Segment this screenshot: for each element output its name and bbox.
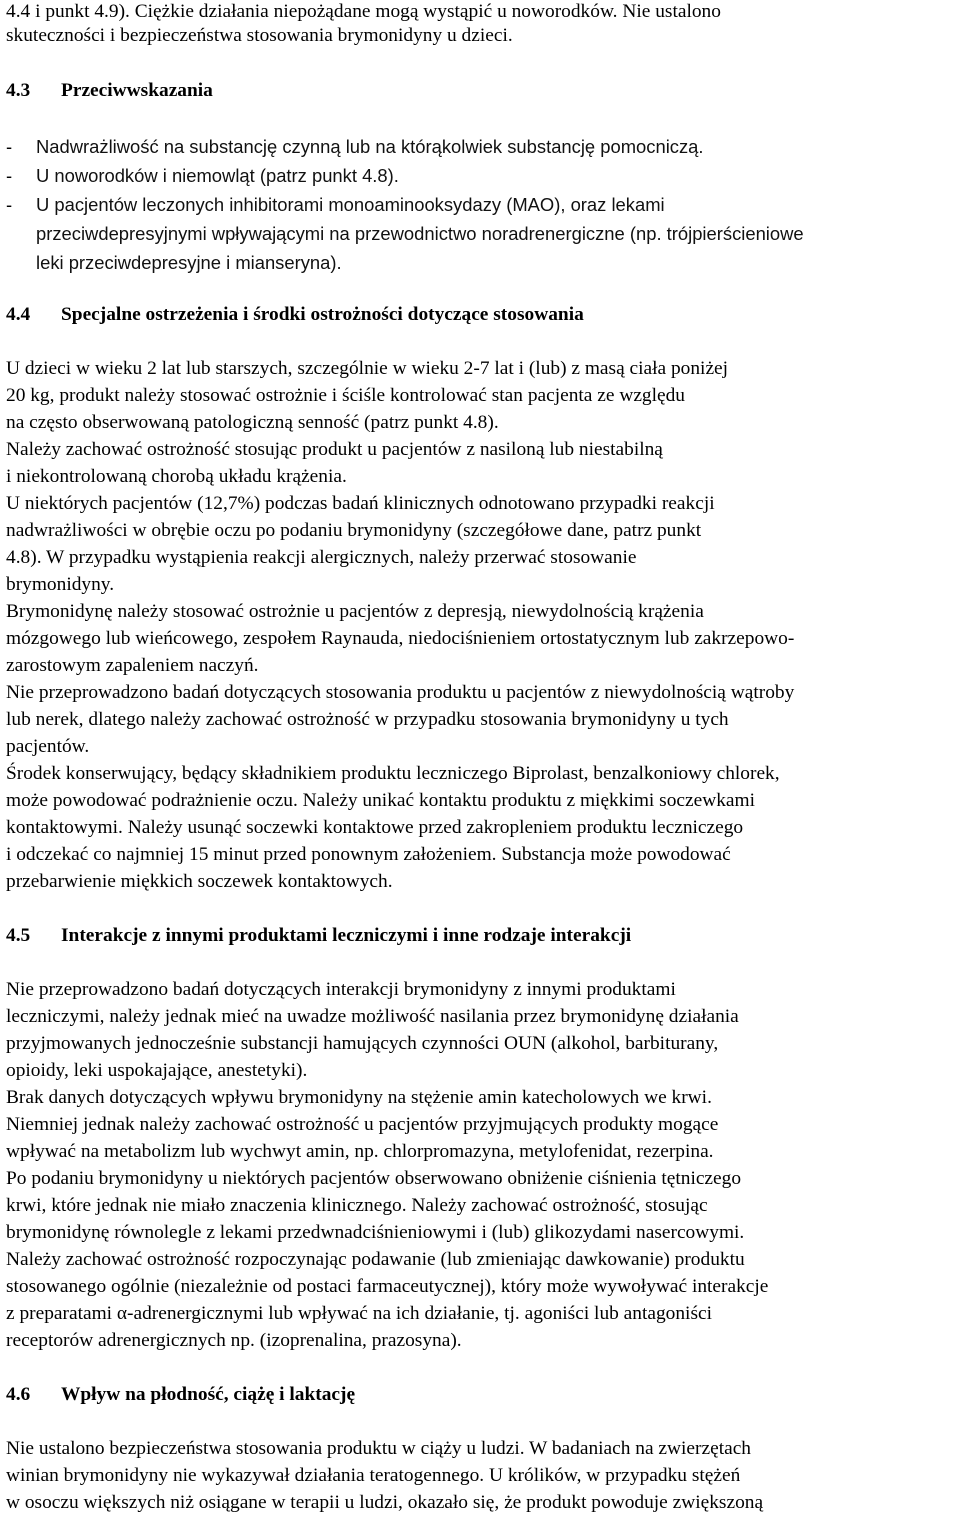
interaction-line: Należy zachować ostrożność rozpoczynając podawanie (lub zmieniając dawkowanie) produktu — [6, 1249, 745, 1270]
interaction-line: wpływać na metabolizm lub wychwyt amin, np. chlorpromazyna, metylofenidat, rezerpina. — [6, 1141, 714, 1162]
section-4-6-number: 4.6 — [6, 1384, 31, 1405]
interaction-line: leczniczymi, należy jednak mieć na uwadze możliwość nasilania przez brymonidynę działania — [6, 1006, 739, 1027]
bullet-3-symbol: - — [6, 194, 13, 215]
section-4-4-heading — [6, 303, 584, 327]
pregnancy-line: Nie ustalono bezpieczeństwa stosowania produktu w ciąży u ludzi. W badaniach na zwierzętach — [6, 1438, 752, 1459]
warning-line: nadwrażliwości w obrębie oczu po podaniu brymonidyny (szczegółowe dane, patrz punkt — [6, 520, 702, 541]
warning-line: 4.8). W przypadku wystąpienia reakcji alergicznych, należy przerwać stosowanie — [6, 547, 637, 568]
contraindication-3-line-3: leki przeciwdepresyjne i mianseryna). — [36, 252, 342, 273]
warning-line: Środek konserwujący, będący składnikiem produktu leczniczego Biprolast, benzalkoniowy chlorek, — [6, 763, 780, 784]
warning-line: Nie przeprowadzono badań dotyczących stosowania produktu u pacjentów z niewydolnością wątroby — [6, 682, 795, 703]
warning-line: może powodować podrażnienie oczu. Należy unikać kontaktu produktu z miękkimi soczewkami — [6, 790, 755, 811]
interaction-line: brymonidynę równolegle z lekami przedwnadciśnieniowymi i (lub) glikozydami nasercowymi. — [6, 1222, 745, 1243]
section-4-6-heading — [6, 1383, 355, 1407]
warning-line: Brymonidynę należy stosować ostrożnie u pacjentów z depresją, niewydolnością krążenia — [6, 601, 704, 622]
warning-line: lub nerek, dlatego należy zachować ostrożność w przypadku stosowania brymonidyny u tych — [6, 709, 729, 730]
interaction-line: Brak danych dotyczących wpływu brymonidyny na stężenie amin katecholowych we krwi. — [6, 1087, 712, 1108]
interaction-line: z preparatami α-adrenergicznymi lub wpływać na ich działanie, tj. agoniści lub antagoniści — [6, 1303, 712, 1324]
interaction-line: Nie przeprowadzono badań dotyczących interakcji brymonidyny z innymi produktami — [6, 979, 676, 1000]
interaction-line: Po podaniu brymonidyny u niektórych pacjentów obserwowano obniżenie ciśnienia tętniczego — [6, 1168, 742, 1189]
intro-line-1: 4.4 i punkt 4.9). Ciężkie działania niepożądane mogą wystąpić u noworodków. Nie ustalono — [6, 1, 721, 22]
warning-line: zarostowym zapaleniem naczyń. — [6, 655, 259, 676]
interaction-line: stosowanego ogólnie (niezależnie od postaci farmaceutycznej), który może wywoływać interakcje — [6, 1276, 769, 1297]
interaction-line: receptorów adrenergicznych np. (izoprenalina, prazosyna). — [6, 1330, 462, 1351]
pregnancy-line: w osoczu większych niż osiągane w terapii u ludzi, okazało się, że produkt powoduje zwiększoną — [6, 1492, 764, 1513]
section-4-4-title: Specjalne ostrzeżenia i środki ostrożności dotyczące stosowania — [61, 304, 584, 325]
warning-line: i niekontrolowaną chorobą układu krążenia. — [6, 466, 347, 487]
interaction-line: krwi, które jednak nie miało znaczenia klinicznego. Należy zachować ostrożność, stosując — [6, 1195, 708, 1216]
section-4-4-number: 4.4 — [6, 304, 31, 325]
section-4-5-heading — [6, 924, 631, 948]
interaction-line: przyjmowanych jednocześnie substancji hamujących czynności OUN (alkohol, barbiturany, — [6, 1033, 719, 1054]
intro-line-2: skuteczności i bezpieczeństwa stosowania brymonidyny u dzieci. — [6, 25, 513, 46]
warning-line: Należy zachować ostrożność stosując produkt u pacjentów z nasiloną lub niestabilną — [6, 439, 663, 460]
interaction-line: opioidy, leki uspokajające, anestetyki). — [6, 1060, 308, 1081]
contraindication-2: U noworodków i niemowląt (patrz punkt 4.8). — [36, 165, 399, 186]
interaction-line: Niemniej jednak należy zachować ostrożność u pacjentów przyjmujących produkty mogące — [6, 1114, 719, 1135]
section-4-5-title: Interakcje z innymi produktami leczniczymi i inne rodzaje interakcji — [61, 925, 632, 946]
section-4-3-title: Przeciwwskazania — [61, 80, 213, 101]
contraindication-1: Nadwrażliwość na substancję czynną lub na którąkolwiek substancję pomocniczą. — [36, 136, 704, 157]
pregnancy-line: winian brymonidyny nie wykazywał działania teratogennego. U królików, w przypadku stężeń — [6, 1465, 741, 1486]
warning-line: i odczekać co najmniej 15 minut przed ponownym założeniem. Substancja może powodować — [6, 844, 731, 865]
warning-line: pacjentów. — [6, 736, 90, 757]
contraindication-3-line-1: U pacjentów leczonych inhibitorami monoaminooksydazy (MAO), oraz lekami — [36, 194, 665, 215]
section-4-3-number: 4.3 — [6, 80, 31, 101]
bullet-2-symbol: - — [6, 165, 13, 186]
warning-line: przebarwienie miękkich soczewek kontaktowych. — [6, 871, 393, 892]
section-4-3-heading — [6, 79, 213, 103]
warning-line: 20 kg, produkt należy stosować ostrożnie i ściśle kontrolować stan pacjenta ze względu — [6, 385, 686, 406]
warning-line: kontaktowymi. Należy usunąć soczewki kontaktowe przed zakropleniem produktu leczniczego — [6, 817, 744, 838]
section-4-6-title: Wpływ na płodność, ciążę i laktację — [61, 1384, 356, 1405]
contraindication-3-line-2: przeciwdepresyjnymi wpływającymi na przewodnictwo noradrenergiczne (np. trójpierścieniowe — [36, 223, 804, 244]
bullet-1-symbol: - — [6, 136, 13, 157]
warning-line: U niektórych pacjentów (12,7%) podczas badań klinicznych odnotowano przypadki reakcji — [6, 493, 715, 514]
section-4-5-number: 4.5 — [6, 925, 31, 946]
warning-line: mózgowego lub wieńcowego, zespołem Raynauda, niedociśnieniem ortostatycznym lub zakrzepowo- — [6, 628, 795, 649]
warning-line: brymonidyny. — [6, 574, 115, 595]
warning-line: U dzieci w wieku 2 lat lub starszych, szczególnie w wieku 2-7 lat i (lub) z masą ciała poniżej — [6, 358, 729, 379]
warning-line: na często obserwowaną patologiczną senność (patrz punkt 4.8). — [6, 412, 499, 433]
